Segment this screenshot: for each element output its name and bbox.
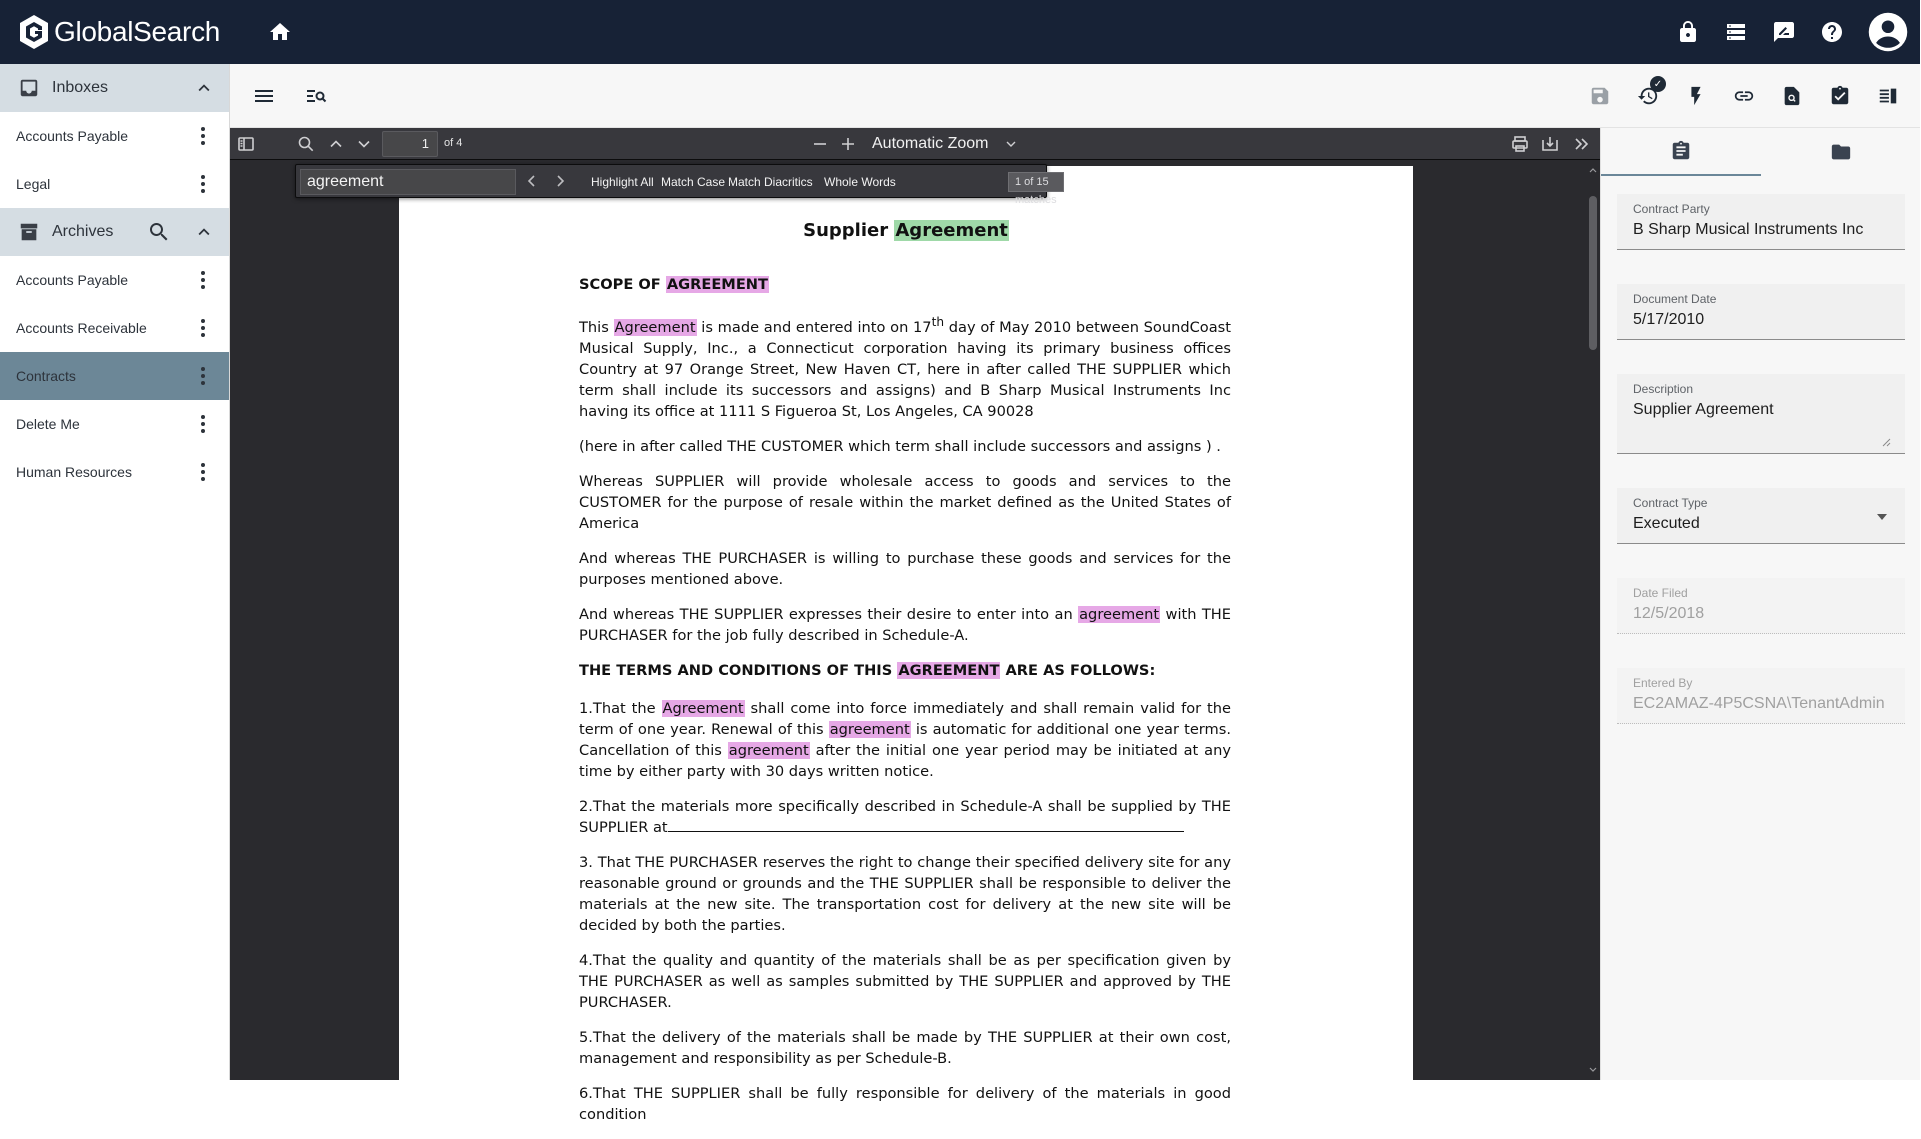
heading-scope xyxy=(579,274,1231,295)
heading-text: ARE AS FOLLOWS: xyxy=(1000,661,1156,679)
pdf-toolbar xyxy=(230,128,1600,160)
chevron-down-icon xyxy=(1006,140,1016,148)
sidebar-item-label: Contracts xyxy=(16,368,76,384)
document-search-button[interactable] xyxy=(1768,72,1816,120)
field-label: Contract Party xyxy=(1633,202,1710,216)
paragraph: 5.That the delivery of the materials shall be made by THE SUPPLIER at their own cost, management and responsibility as per Schedule-B. xyxy=(579,1028,1231,1067)
sidebar-item-archive-human-resources[interactable] xyxy=(0,448,229,496)
paragraph: (here in after called THE CUSTOMER which term shall include successors and assigns ) . xyxy=(579,437,1221,455)
more-vert-icon[interactable] xyxy=(191,460,215,484)
tab-fields[interactable] xyxy=(1601,128,1761,176)
pdf-page xyxy=(399,166,1413,1126)
document-body xyxy=(579,274,1231,1139)
paragraph: 3. That THE PURCHASER reserves the right to change their specified delivery site for any reasonable ground or grounds and the THE SUPPLIER shall be responsible to deliver the materials at the new site. The transportation cost for delivery at the new site will be decided by both the parties. xyxy=(579,853,1231,934)
find-in-list-icon[interactable] xyxy=(304,84,328,108)
sidebar-item-label: Legal xyxy=(16,176,51,192)
paragraph: And whereas THE PURCHASER is willing to purchase these goods and services for the purposes mentioned above. xyxy=(579,549,1231,588)
lightning-icon xyxy=(1685,85,1707,107)
side-panel-icon xyxy=(1877,85,1899,107)
paragraph-text: is automatic for additional one year terms. Cancellation of this xyxy=(579,720,1231,759)
clipboard-icon xyxy=(1670,140,1692,162)
page-count: of 4 xyxy=(444,137,463,149)
details-tabs xyxy=(1601,128,1921,176)
field-value: Executed xyxy=(1633,515,1700,532)
paragraph-text: 1.That the xyxy=(579,699,662,717)
find-bar xyxy=(295,164,1057,206)
save-icon xyxy=(1589,85,1611,107)
left-sidebar xyxy=(0,64,230,1080)
sidebar-item-label: Accounts Payable xyxy=(16,128,129,144)
highlight-all-toggle[interactable]: Highlight All xyxy=(591,175,654,189)
inbox-icon xyxy=(18,77,40,99)
pdf-viewer xyxy=(230,128,1600,1123)
sidebar-item-label: Delete Me xyxy=(16,416,80,432)
match-highlight: agreement xyxy=(1079,605,1160,623)
scroll-down-icon[interactable] xyxy=(1589,1066,1597,1074)
archives-header[interactable] xyxy=(0,208,229,256)
chevron-left-icon xyxy=(524,173,540,189)
field-label: Entered By xyxy=(1633,676,1693,690)
blank-line xyxy=(668,820,1184,832)
save-button[interactable] xyxy=(1576,72,1624,120)
whole-words-toggle[interactable]: Whole Words xyxy=(824,175,896,189)
field-label: Description xyxy=(1633,382,1694,396)
archive-icon xyxy=(18,221,40,243)
title-text: Supplier xyxy=(803,220,895,241)
chevron-down-icon xyxy=(354,134,374,154)
link-button[interactable] xyxy=(1720,72,1768,120)
field-label: Contract Type xyxy=(1633,496,1708,510)
sidebar-item-inbox-legal[interactable] xyxy=(0,160,229,208)
actions-button[interactable] xyxy=(1672,72,1720,120)
page-number-input[interactable]: 1 xyxy=(382,131,438,157)
sidebar-item-archive-accounts-payable[interactable] xyxy=(0,256,229,304)
find-next-button[interactable] xyxy=(552,173,568,189)
home-button[interactable] xyxy=(264,16,296,48)
find-previous-button[interactable] xyxy=(524,173,540,189)
dashboard-icon xyxy=(1724,20,1748,44)
app-logo[interactable] xyxy=(18,14,220,50)
previous-page-button[interactable] xyxy=(326,134,346,154)
account-icon xyxy=(1867,11,1909,53)
field-value: B Sharp Musical Instruments Inc xyxy=(1633,221,1864,238)
heading-text: SCOPE OF xyxy=(579,276,666,293)
scroll-up-icon[interactable] xyxy=(1589,166,1597,174)
clipboard-check-icon xyxy=(1829,85,1851,107)
contract-type-select[interactable] xyxy=(1617,488,1905,544)
print-button[interactable] xyxy=(1510,134,1530,154)
field-label: Date Filed xyxy=(1633,586,1688,600)
toggle-panel-button[interactable] xyxy=(1864,72,1912,120)
lock-icon xyxy=(1676,20,1700,44)
match-highlight: Agreement xyxy=(614,318,696,336)
menu-icon[interactable] xyxy=(252,84,276,108)
sidebar-item-archive-accounts-receivable[interactable] xyxy=(0,304,229,352)
paragraph xyxy=(579,698,1231,782)
download-icon xyxy=(1540,134,1560,154)
more-vert-icon[interactable] xyxy=(191,172,215,196)
dashboard-button[interactable] xyxy=(1712,8,1760,56)
zoom-select[interactable] xyxy=(866,131,1026,157)
paragraph: 4.That the quality and quantity of the materials shall be as per specification given by THE PURCHASER as well as samples submitted by THE SUPPLIER and approved by THE PURCHASER. xyxy=(579,951,1231,1011)
home-icon xyxy=(268,20,292,44)
double-chevron-right-icon xyxy=(1572,134,1592,154)
vertical-scrollbar[interactable] xyxy=(1586,160,1600,1080)
approve-button[interactable] xyxy=(1816,72,1864,120)
more-vert-icon[interactable] xyxy=(191,268,215,292)
more-vert-icon[interactable] xyxy=(191,316,215,340)
sidebar-item-inbox-accounts-payable[interactable] xyxy=(0,112,229,160)
match-highlight: agreement xyxy=(728,741,809,759)
paragraph-text: shall come into force immediately and shall remain valid for the term of one year. Renewal of this xyxy=(579,699,1232,738)
zoom-value: Automatic Zoom xyxy=(872,135,989,152)
field-value: 5/17/2010 xyxy=(1633,311,1705,328)
archives-label: Archives xyxy=(52,223,114,240)
more-vert-icon[interactable] xyxy=(191,364,215,388)
chevron-up-icon[interactable] xyxy=(193,221,215,243)
history-button[interactable] xyxy=(1624,72,1672,120)
paragraph-text: day of May 2010 between SoundCoast Musical Supply, Inc., a Connecticut corporation having its primary business offices Country at 97 Orange Street, New Haven CT, here in after called THE SUPPLIER which term shall include its successors and assigns) and B Sharp Musical Instruments Inc having its office at 1111 S Figueroa St, Los Angeles, CA 90028 xyxy=(579,318,1231,420)
match-highlight: agreement xyxy=(829,720,910,738)
paragraph-text: after the initial one year period may be initiated at any time by either party with 30 days written notice. xyxy=(579,741,1231,780)
folder-icon xyxy=(1830,141,1852,163)
minus-icon xyxy=(810,134,830,154)
description-field[interactable] xyxy=(1617,374,1905,454)
sidebar-item-label: Accounts Receivable xyxy=(16,320,147,336)
account-button[interactable] xyxy=(1864,8,1912,56)
download-button[interactable] xyxy=(1540,134,1560,154)
zoom-out-button[interactable] xyxy=(810,134,830,154)
plus-icon xyxy=(838,134,858,154)
more-vert-icon[interactable] xyxy=(191,412,215,436)
heading-terms xyxy=(579,660,1231,681)
document-toolbar xyxy=(230,64,1920,128)
link-icon xyxy=(1733,85,1755,107)
paragraph-text: And whereas THE SUPPLIER expresses their desire to enter into an xyxy=(579,605,1079,623)
document-date-field[interactable] xyxy=(1617,284,1905,340)
top-app-bar xyxy=(0,0,1920,64)
chevron-up-icon[interactable] xyxy=(193,77,215,99)
paragraph-text: with THE PURCHASER for the job fully described in Schedule-A. xyxy=(579,605,1232,644)
resize-handle-icon[interactable] xyxy=(1881,437,1891,447)
dropdown-arrow-icon xyxy=(1877,514,1887,520)
paragraph xyxy=(579,604,1231,646)
logo-icon xyxy=(18,14,50,50)
paragraph-text: This xyxy=(579,318,614,336)
sidebar-toggle-icon xyxy=(236,134,256,154)
field-label: Document Date xyxy=(1633,292,1717,306)
inboxes-header[interactable] xyxy=(0,64,229,112)
find-result-count: 1 of 15 matches xyxy=(1008,172,1064,192)
help-button[interactable] xyxy=(1808,8,1856,56)
superscript: th xyxy=(931,315,945,329)
field-value: 12/5/2018 xyxy=(1633,605,1705,622)
entered-by-field xyxy=(1617,668,1905,724)
match-highlight: Agreement xyxy=(662,699,744,717)
match-highlight: AGREEMENT xyxy=(666,276,768,293)
chat-icon xyxy=(1772,20,1796,44)
sidebar-toggle-button[interactable] xyxy=(236,134,256,154)
help-icon xyxy=(1820,20,1844,44)
search-icon[interactable] xyxy=(147,220,171,244)
next-page-button[interactable] xyxy=(354,134,374,154)
paragraph-text: is made and entered into on 17 xyxy=(696,318,932,336)
heading-text: THE TERMS AND CONDITIONS OF THIS xyxy=(579,661,898,679)
tab-folders[interactable] xyxy=(1761,128,1921,176)
date-filed-field xyxy=(1617,578,1905,634)
lock-button[interactable] xyxy=(1664,8,1712,56)
match-case-toggle[interactable]: Match Case xyxy=(661,175,726,189)
paragraph: Whereas SUPPLIER will provide wholesale access to goods and services to the CUSTOMER for the purpose of resale within the market defined as the United States of America xyxy=(579,472,1231,532)
more-vert-icon[interactable] xyxy=(191,124,215,148)
paragraph-text: 2.That the materials more specifically described in Schedule-A shall be supplied by THE SUPPLIER at xyxy=(579,797,1231,836)
selected-match: Agreement xyxy=(895,220,1008,241)
zoom-in-button[interactable] xyxy=(838,134,858,154)
tools-button[interactable] xyxy=(1572,134,1592,154)
find-input[interactable]: agreement xyxy=(300,169,516,195)
chevron-right-icon xyxy=(552,173,568,189)
sidebar-item-label: Accounts Payable xyxy=(16,272,129,288)
match-highlight: AGREEMENT xyxy=(898,661,1000,679)
search-icon xyxy=(296,134,316,154)
scrollbar-thumb[interactable] xyxy=(1589,196,1597,350)
field-value: Supplier Agreement xyxy=(1633,401,1774,418)
sidebar-item-archive-contracts[interactable] xyxy=(0,352,229,400)
sidebar-item-label: Human Resources xyxy=(16,464,132,480)
history-badge: ✓ xyxy=(1650,76,1666,92)
paragraph xyxy=(579,312,1231,422)
field-value: EC2AMAZ-4P5CSNA\TenantAdmin xyxy=(1633,695,1885,712)
inboxes-label: Inboxes xyxy=(52,79,109,96)
app-name: GlobalSearch xyxy=(54,16,221,47)
paragraph: 6.That THE SUPPLIER shall be fully responsible for delivery of the materials in good condition xyxy=(579,1084,1231,1123)
paragraph xyxy=(579,796,1231,838)
sidebar-item-archive-delete-me[interactable] xyxy=(0,400,229,448)
document-search-icon xyxy=(1781,85,1803,107)
feedback-button[interactable] xyxy=(1760,8,1808,56)
document-title xyxy=(399,220,1413,241)
print-icon xyxy=(1510,134,1530,154)
contract-party-field[interactable] xyxy=(1617,194,1905,250)
details-panel xyxy=(1600,128,1920,1080)
chevron-up-icon xyxy=(326,134,346,154)
find-toggle-button[interactable] xyxy=(296,134,316,154)
match-diacritics-toggle[interactable]: Match Diacritics xyxy=(728,175,813,189)
